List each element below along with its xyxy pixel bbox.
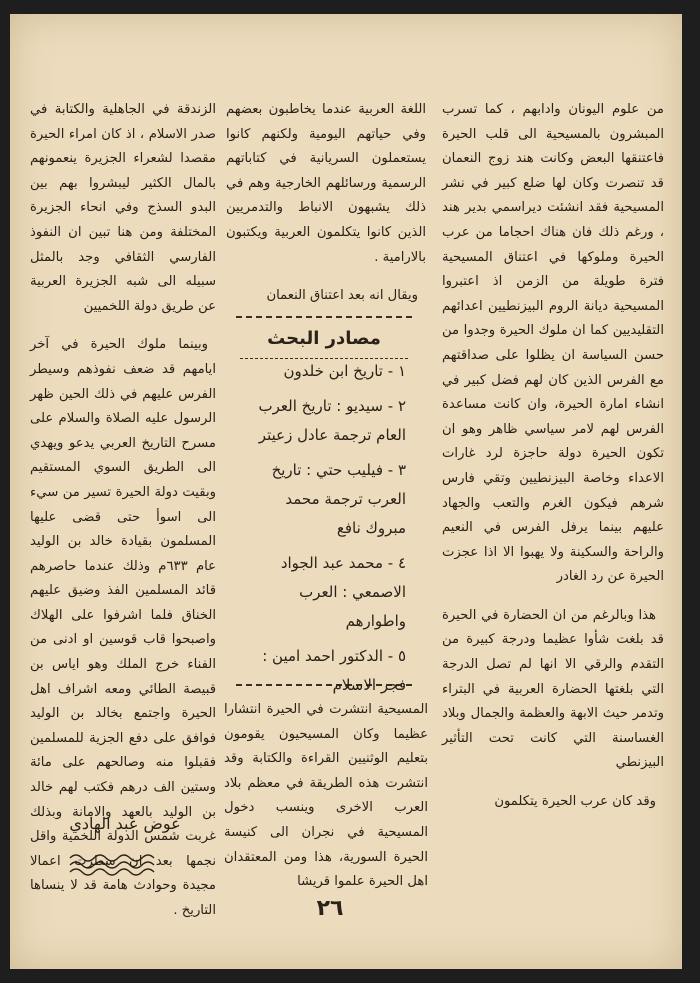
sources-list xyxy=(236,357,412,700)
paragraph: وبينما ملوك الحيرة في آخر ايامهم قد ضعف نفوذهم وسيطر الفرس عليهم في ذلك الحين ظهر الرسول عليه الصلاة والسلام على مسرح التاريخ العربي يدعو ويهدي الى الطريق السوي المستقيم وبقيت دولة الحيرة تسير من سيء الى اسوأ حتى قضى عليها المسلمون بقيادة خالد بن الوليد عام ٦٣٣م وذلك عندما حاصرهم قائد المسلمين الفذ وضيق عليهم الخناق فلما اشرفوا على الهلاك واصبحوا قاب قوسين او ادنى من الفناء خرج الملك وهو اياس بن قبيصة الطائي ومعه اشراف اهل الحيرة واجتمع بخالد بن الوليد فوافق على دفع الجزية للمسلمين فقبلوا منه وصالحهم على مائة وستين الف درهم فكتب لهم خالد بن الوليد بالعهد والامانة وبذلك غربت شمس الدولة اللخمية واقل نجمها بعد ان سطرت اعمالا مجيدة وحوادث هامة قد لا ينساها التاريخ . xyxy=(30,337,217,918)
column-middle-bottom xyxy=(224,698,428,909)
divider xyxy=(240,358,408,359)
source-item: ١ - تاريخ ابن خلدون xyxy=(283,362,406,380)
source-item: ٢ - سيديو : تاريخ العرب العام ترجمة عادل زعيتر xyxy=(258,397,406,444)
paragraph: هذا وبالرغم من ان الحضارة في الحيرة قد بلغت شأوا عظيما ودرجة كبيرة من التقدم والرقي الا انها لم تصل الدرجة التي بلغتها الحضارة العربية في البتراء وتدمر حيث الابهة والعظمة والجمال وبلاد الغساسنة التي كانت تحت التأثير البيزنطي xyxy=(442,607,664,771)
paragraph: وقد كان عرب الحيرة يتكلمون xyxy=(494,794,656,810)
sources-box xyxy=(236,316,412,694)
source-item: ٣ - فيليب حتي : تاريخ العرب ترجمة محمد مبروك نافع xyxy=(271,461,406,537)
paragraph: من علوم اليونان وادابهم ، كما تسرب المبشرون بالمسيحية الى قلب الحيرة فاعتنقها البعض وكانت هند زوج النعمان قد تنصرت وكان لها ضلع كبير في نشر المسيحية فقد انشئت ديراسمي بدير هند ، ورغم ذلك فان هناك احجاما من عرب الحيرة وملوكها في اعتناق المسيحية فترة طويلة من الزمن اذ اعتبروا المسيحية ديانة الروم البيزنطيين اعدائهم التقليديين كما ان ملوك الحيرة وجدوا من حسن السياسة ان يظلوا على صداقتهم مع الفرس الذين كان لهم فضل كبير في انشاء امارة الحيرة، وان كانت مساعدة الفرس لهم لامر سياسي ظاهر وهو ان تكون الحيرة دولة حاجزة لرد غارات الاعداء وخاصة البيزنطيين وتقي فارس شرهم فيكون الغرم والتعب والجهاد عليهم بينما يرفل الفرس في النعيم والراحة والسكينة ولا يهبوا الا اذا عجزت الحيرة عن رد الغادر xyxy=(442,102,664,585)
column-right xyxy=(442,98,664,829)
paragraph: المسيحية انتشرت في الحيرة انتشارا عظيما وكان المسيحيون يقومون بتعليم الوثنيين القراءة والكتابة وقد انتشرت هذه الطريقة في معظم بلاد العرب الاخرى وينسب دخول المسيحية في نجران الى كنيسة الحيرة السورية، هذا ومن المعتقدان اهل الحيرة علموا قريشا xyxy=(224,702,428,890)
paragraph: ويقال انه بعد اعتناق النعمان xyxy=(266,288,418,304)
page-number: ٢٦ xyxy=(316,896,344,921)
column-left xyxy=(30,98,216,938)
paragraph: الزندقة في الجاهلية والكتابة في صدر الاسلام ، اذ كان امراء الحيرة مقصدا لشعراء الجزيرة ينعمونهم بالمال الكثير ليبشروا بهم بين البدو السذج وفي انحاء الجزيرة المختلفة ومن هنا تبين ان النفوذ الفارسي الثقافي وجد بالمثل سبيله الى شبه الجزيرة العربية عن طريق دولة اللخميين xyxy=(30,102,216,314)
ornament-divider xyxy=(66,852,158,878)
source-item: ٤ - محمد عبد الجواد الاصمعي : العرب واطوارهم xyxy=(280,554,406,630)
source-item: ٥ - الدكتور احمد امين : فجر الاسلام xyxy=(262,647,406,694)
column-middle xyxy=(226,98,426,323)
author-signature: عوض عبد الهادي xyxy=(69,814,181,833)
sources-title: مصادر البحث xyxy=(267,328,381,349)
magazine-page xyxy=(10,14,682,969)
paragraph: اللغة العربية عندما يخاطبون بعضهم وفي حياتهم اليومية ولكنهم كانوا يستعملون السريانية في كتاباتهم الرسمية ورسائلهم الخارجية وهم في ذلك يشبهون الانباط والتدمريين الذين كانوا يتكلمون العربية ويكتبون بالارامية . xyxy=(226,102,426,265)
